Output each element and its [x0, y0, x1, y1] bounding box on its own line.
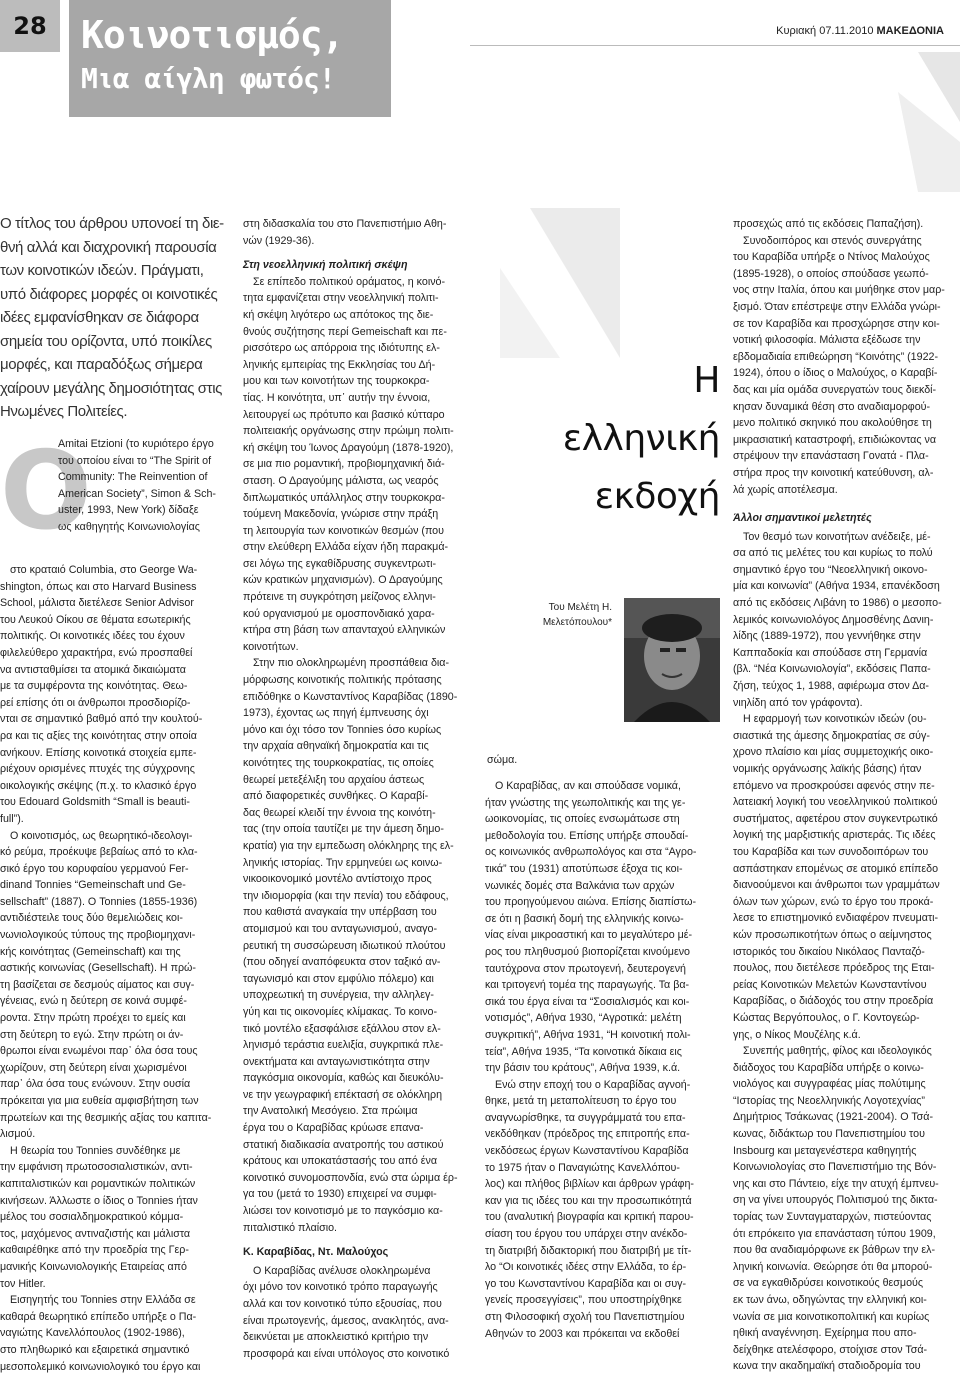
text-line: κησαν δυναμικά θέση στο αναδιαμορφού- — [733, 399, 960, 416]
paragraph — [733, 711, 960, 1043]
text-line: γο του Κωνσταντίνου Καραβίδα και οι συγ- — [485, 1276, 721, 1293]
paragraph — [0, 1143, 232, 1292]
paragraph — [733, 529, 960, 712]
text-line: στο κραταιό Columbia, στο George Wa- — [0, 562, 232, 579]
text-line: θηκε, μετά τη μεταπολίτευση το έργο του — [485, 1093, 721, 1110]
text-line: δεικνύεται με αποκλειστικό κριτήριο την — [243, 1329, 475, 1346]
article-subtitle: Μια αίγλη φωτός! — [81, 60, 379, 98]
text-line: (που οδηγεί αναπόφευκτα στον ταξικό αν- — [243, 954, 475, 971]
text-line: σημαντικό έργο του “Νεοελληνική οικονο- — [733, 562, 960, 579]
col4-body — [733, 233, 960, 499]
text-line: Αθηνών το 2003 και πρόκειται να εκδοθεί — [485, 1326, 721, 1343]
text-line: λιώσει τον κοινοτισμό με το παγκόσμιο κα- — [243, 1203, 475, 1220]
text-line: την ιδιομορφία (και την πενία) του εδάφους, — [243, 888, 475, 905]
text-line: νται σε σημαντικό βαθμό από την κουλτού- — [0, 711, 232, 728]
article-title-box — [69, 0, 391, 117]
sidebar-heading-line: Η — [490, 352, 720, 410]
text-line: ως καθηγητής Κοινωνιολογίας — [58, 519, 232, 536]
paragraph — [733, 233, 960, 499]
text-line: Κώστας Βεργόπουλος, ο Γ. Κοντογεώρ- — [733, 1010, 960, 1027]
text-line: συγκριτική”, Αθήνα 1931, “Η κοινοτική πολι- — [485, 1027, 721, 1044]
text-line: 1924), όπου ο ίδιος ο Μαλούχος, ο Καραβί- — [733, 365, 960, 382]
text-line: ση να γίνει υπουργός Πολιτισμού της δικτα- — [733, 1192, 960, 1209]
intro-lead — [0, 212, 232, 424]
text-line: κτήρα στη βάση των απανταχού ελληνικών — [243, 622, 475, 639]
article-title: Κοινοτισμός, — [81, 10, 379, 60]
text-line: παρ᾽ όλα όσα τους ενώνουν. Στην ουσία — [0, 1076, 232, 1093]
text-line: επιδόθηκε ο Κωνσταντίνος Καραβίδας (1890- — [243, 689, 475, 706]
text-line: σε μια πιο ρομαντική, προβιομηχανική διά- — [243, 456, 475, 473]
text-line: Καραβίδας, ο διάδοχός του στην προεδρία — [733, 993, 960, 1010]
author-line: Μελετόπουλου* — [500, 615, 612, 630]
text-line: νωνικές δομές στα Βαλκάνια των αρχών — [485, 878, 721, 895]
text-line: shington, όπως και στο Harvard Business — [0, 579, 232, 596]
text-line: στατική διαδικασία ανατροπής του αστικού — [243, 1137, 475, 1154]
text-line: ασπάστηκαν επομένως σε ατομικό επίπεδο — [733, 861, 960, 878]
text-line: στήρα προς την κοινοτική κατεύθυνση, αλ- — [733, 465, 960, 482]
text-line: με τα συμφέροντα της κοινότητας. Θεω- — [0, 678, 232, 695]
text-line: φιλελεύθερο χαρακτήρα, ενώ προσπαθεί — [0, 645, 232, 662]
text-line: όλων των χώρων, ενώ το έργο του προκά- — [733, 894, 960, 911]
text-line: ναγιώτης Κανελλόπουλος (1902-1986), — [0, 1325, 232, 1342]
text-line: Ο κοινοτισμός, ως θεωρητικό-ιδεολογι- — [0, 828, 232, 845]
text-line: γένειας, ενώ η δεύτερη σε κοινά συμφέ- — [0, 993, 232, 1010]
text-line: νοτική φιλοσοφία. Μάλιστα εξέδωσε την — [733, 332, 960, 349]
text-line: τος, μαχόμενος αντιναζιστής και μάλιστα — [0, 1226, 232, 1243]
text-line: μία και κοινωνία” (Αθήνα 1934, επανέκδοση — [733, 578, 960, 595]
text-line: πρωτείων και της θεσμικής αξίας του καπιτα- — [0, 1110, 232, 1127]
text-line: πολιτειακής οργάνωσης στην πρώιμη πολιτι- — [243, 423, 475, 440]
text-line: μεθοδολογία του. Επίσης υπήρξε σπουδαί- — [485, 828, 721, 845]
text-line: Συνεπής μαθητής, φίλος και ιδεολογικός — [733, 1043, 960, 1060]
text-line: γύη και τις οικονομίες κλίμακας. Το κοινο- — [243, 1004, 475, 1021]
text-line: λισμού. — [0, 1126, 232, 1143]
text-line: Ο Καραβίδας ανέλυσε ολοκληρωμένα — [243, 1263, 475, 1280]
text-line: μου και των κοινοτήτων της τουρκοκρα- — [243, 373, 475, 390]
text-line: τορίας των Συνταγματαρχών, πιστεύοντας — [733, 1209, 960, 1226]
text-line: στη δεύτερη το εγώ. Στην πρώτη οι άν- — [0, 1027, 232, 1044]
text-line: κών προσωπικοτήτων όπως ο αείμνηστος — [733, 927, 960, 944]
header-rule — [470, 45, 960, 46]
author-line: Του Μελέτη Η. — [500, 600, 612, 615]
col2-final — [243, 1263, 475, 1363]
text-line: σιαστικά της άμεσης δημοκρατίας σε σύγ- — [733, 728, 960, 745]
text-line: ρεί επίσης ότι οι άνθρωποι προσδιορίζο- — [0, 695, 232, 712]
text-line: Εισηγητής του Tonnies στην Ελλάδα σε — [0, 1292, 232, 1309]
text-line: Amitai Etzioni (το κυριότερο έργο — [58, 436, 232, 453]
intro-line: σημεία του ορίζοντα, υπό ποικίλες — [0, 330, 232, 354]
text-line: παγκόσμια οικονομία, καθώς και διευκόλυ- — [243, 1070, 475, 1087]
text-line: τητα εμφανίζεται στην νεοελληνική πολιτι- — [243, 290, 475, 307]
text-line: Ενώ στην εποχή του ο Καραβίδας αγνοή- — [485, 1077, 721, 1094]
subheading: Στη νεοελληνική πολιτική σκέψη — [243, 257, 475, 274]
text-line: προσεχώς από τις εκδόσεις Παπαζήση). — [733, 216, 960, 233]
text-line: αστικής κοινωνίας (Gesellschaft). Η πρώ- — [0, 960, 232, 977]
text-line: νε την γεωγραφική επέκτασή σε ολόκληρη — [243, 1087, 475, 1104]
text-line: σικά του έργα είναι τα “Σοσιαλισμός και κοι- — [485, 994, 721, 1011]
text-line: του προηγούμενου αιώνα. Επίσης διαπίστω- — [485, 894, 721, 911]
text-line: λειτουργεί ως πρότυπο και βασικό κύτταρο — [243, 407, 475, 424]
text-line: νεκδόθηκαν (πρόεδρος της επιτροπής επα- — [485, 1126, 721, 1143]
col4-continuation — [733, 216, 960, 233]
text-line: στη Φιλοσοφική σχολή του Πανεπιστημίου — [485, 1309, 721, 1326]
text-line: Ο Καραβίδας, αν και σπούδασε νομικά, — [485, 778, 721, 795]
text-line: του (αναλυτική βιογραφία και κριτική παρου- — [485, 1209, 721, 1226]
text-line: αναγνωρίσθηκε, τα συγγράμματά του επα- — [485, 1110, 721, 1127]
text-line: ρείας Κοινοτικών Μελετών Κωνσταντίνου — [733, 977, 960, 994]
text-line: να αντισταθμίσει τα ατομικά δικαιώματα — [0, 662, 232, 679]
intro-line: μορφές, και παραδόξως σήμερα — [0, 353, 232, 377]
text-line: λογική της μαρξιστικής αριστεράς. Τις ιδέες — [733, 827, 960, 844]
text-line: μόρφωσης κοινοτικής πολιτικής πρότασης — [243, 672, 475, 689]
text-line: κοινοτικό συνομοσπονδία, ενώ στα ώριμα έρ- — [243, 1170, 475, 1187]
text-line: λεσε το επιστημονικό ενδιαφέρον πνευματι- — [733, 910, 960, 927]
newspaper-name: ΜΑΚΕΔΟΝΙΑ — [877, 25, 945, 37]
text-line: λο “Οι κοινοτικές ιδέες στην Ελλάδα, το έρ- — [485, 1259, 721, 1276]
text-line: έργα του ο Καραβίδας κρύωσε επανα- — [243, 1120, 475, 1137]
text-line: πιταλιστικό πλαίσιο. — [243, 1220, 475, 1237]
text-line: σε να εγκαθιδρύσει κοινοτικούς θεσμούς — [733, 1275, 960, 1292]
text-line: ληνική κοινωνία. Θεώρησε ότι θα μπορού- — [733, 1259, 960, 1276]
text-line: νίας είναι μικροαστική και το μεγαλύτερο μέ- — [485, 927, 721, 944]
intro-line: θνή αλλά και διαχρονική παρουσία — [0, 236, 232, 260]
text-line: sellschaft” (1887). Ο Tonnies (1855-1936) — [0, 894, 232, 911]
text-line: του οποίου είναι το “The Spirit of — [58, 453, 232, 470]
text-line: νης και στο Πάντειο, είχε την ατυχή έμπνευ- — [733, 1176, 960, 1193]
text-line: (βλ. “Νέα Κοινωνιολογία”, εκδόσεις Παπα- — [733, 661, 960, 678]
text-line: λεμικός κοινωνιολόγος Δημοσθένης Δανιη- — [733, 612, 960, 629]
text-line: Κοινωνιολογίας στο Πανεπιστήμιο της Βόν- — [733, 1159, 960, 1176]
text-line: του Λευκού Οίκου σε θέματα εσωτερικής — [0, 612, 232, 629]
text-line: τικό μοντέλο εξασφάλισε εξάλλου στον ελ- — [243, 1021, 475, 1038]
text-line: μανικής Κοινωνιολογικής Εταιρείας από — [0, 1259, 232, 1276]
text-line: δας θεωρεί κλειδί την έννοια της κοινότη- — [243, 805, 475, 822]
text-line: από διαφορετικές συνθήκες. Ο Καραβί- — [243, 788, 475, 805]
col2-continuation — [243, 216, 475, 249]
text-line: καθαιρέθηκε από την προεδρία της Γερ- — [0, 1242, 232, 1259]
text-line: Στην πιο ολοκληρωμένη προσπάθεια δια- — [243, 655, 475, 672]
intro-line: των κοινοτικών ιδεών. Πράγματι, — [0, 259, 232, 283]
text-line: λος) και πλήθος βιβλίων και άρθρων γράφη- — [485, 1176, 721, 1193]
col4-body-2 — [733, 529, 960, 1375]
text-line: ταγωνισμό και στον εμφύλιο πόλεμο) και — [243, 971, 475, 988]
issue-date-line — [776, 25, 944, 37]
author-portrait-icon — [624, 598, 720, 722]
paragraph — [243, 655, 475, 1236]
text-line: τας (την οποία ταυτίζει με την άμεση δημο- — [243, 821, 475, 838]
text-line: νωνία σε μια κοινοτικοπολιτική και κυρίως — [733, 1309, 960, 1326]
text-line: κοινοτήτων. — [243, 639, 475, 656]
author-credit — [500, 600, 612, 630]
text-line: και τριτογενή τομέα της παραγωγής. Τα βα- — [485, 977, 721, 994]
text-line: Καππαδοκία και σπούδασε στη Γερμανία — [733, 645, 960, 662]
text-line: Insbourg και μεταγενέστερα καθηγητής — [733, 1143, 960, 1160]
paragraph — [243, 274, 475, 656]
text-line: ζήση, τεύχος 1, 1988, αφιέρωμα στον Δα- — [733, 678, 960, 695]
text-line: την βάσιν του κράτους”, Αθήνα 1939, κ.ά. — [485, 1060, 721, 1077]
text-line: ρισσότερο ως απόρροια της ιδιότυπης ελ- — [243, 340, 475, 357]
text-line: Η θεωρία του Tonnies συνδέθηκε με — [0, 1143, 232, 1160]
text-line: νών (1929-36). — [243, 233, 475, 250]
text-line: του Καραβίδα και των συνοδοιπόρων του — [733, 844, 960, 861]
text-line: στη διδασκαλία του στο Πανεπιστήμιο Αθη- — [243, 216, 475, 233]
text-line: ωοικονομίας, τις οποίες ενσωμάτωσε στη — [485, 811, 721, 828]
text-line: που καθιστά αναγκαία την υπέρβαση του — [243, 904, 475, 921]
text-line: Τον θεσμό των κοινοτήτων ανέδειξε, μέ- — [733, 529, 960, 546]
paragraph — [0, 1292, 232, 1375]
text-line: από τις εκδόσεις Λιβάνη το 1986) ο μεσοπο- — [733, 595, 960, 612]
text-line: δας και μία ομάδα συνεργατών τους διεκδί- — [733, 382, 960, 399]
text-line: uster, 1993, New York) δίδαξε — [58, 502, 232, 519]
text-line: κό ρεύμα, προέκυψε βεβαίως από το κλα- — [0, 844, 232, 861]
text-line: στο πληθωρικό και εξαιρετικά σημαντικό — [0, 1342, 232, 1359]
paragraph — [485, 778, 721, 1077]
text-line: μέλος του σοσιαλδημοκρατικού κόμμα- — [0, 1209, 232, 1226]
text-line: κή σκέψη του Ίωνος Δραγούμη (1878-1920), — [243, 440, 475, 457]
text-line: κού οργανισμού με ομοσπονδιακό χαρα- — [243, 606, 475, 623]
text-line: μόνο και όχι τόσο τον Tonnies όσο κυρίως — [243, 722, 475, 739]
text-line: όχι μόνο τον κοινοτικό τρόπο παραγωγής — [243, 1279, 475, 1296]
text-line: ρα και τις αξίες της κοινότητας στην οποία — [0, 728, 232, 745]
issue-date: Κυριακή 07.11.2010 — [776, 25, 873, 37]
col3-first-word: σώμα. — [487, 754, 517, 766]
col2-body — [243, 274, 475, 1236]
text-line: Σε επίπεδο πολιτικού οράματος, η κοινό- — [243, 274, 475, 291]
text-line: νιηλίδη από τον γράφοντα). — [733, 695, 960, 712]
text-line: την εμφάνιση πρωτοσοσιαλιστικών, αντι- — [0, 1159, 232, 1176]
text-line: τικά” του (1931) αποτύπωσε έξοχα τις κοι- — [485, 861, 721, 878]
text-line: κράτους και υποκατάστασής του από ένα — [243, 1153, 475, 1170]
text-line: γης, ο Νίκος Μουζέλης κ.ά. — [733, 1027, 960, 1044]
text-line: καθαρά θεωρητικό επίπεδο υπήρξε ο Πα- — [0, 1309, 232, 1326]
text-line: ριέχουν ορισμένες πτυχές της σύγχρονης — [0, 761, 232, 778]
author-photo — [624, 598, 720, 722]
text-line: θεωρεί μετεξέλιξη του αρχαίου άστεως — [243, 772, 475, 789]
text-line: κοινότητες της τουρκοκρατίας, τις οποίες — [243, 755, 475, 772]
text-line: πρόκειται για μια ευθεία αμφισβήτηση των — [0, 1093, 232, 1110]
text-line: ος κοινωνικός ανθρωπολόγος και στα “Αγρο- — [485, 844, 721, 861]
text-line: ρευτική τη συσσώρευση ιδιωτικού πλούτου — [243, 938, 475, 955]
text-line: ληνισμό τεράστια ευελιξία, συγκριτικά πλε- — [243, 1037, 475, 1054]
text-line: Η εφαρμογή των κοινοτικών ιδεών (ου- — [733, 711, 960, 728]
decorative-arrows-icon — [898, 52, 960, 192]
text-line: σε ότι η βασική δομή της ελληνικής κοινω- — [485, 911, 721, 928]
text-line: την αρχαία αθηναϊκή δημοκρατία και τις — [243, 738, 475, 755]
text-line: αλλά και τον κοινοτικό τύπο εξουσίας, που — [243, 1296, 475, 1313]
text-line: νοτισμός”, Αθήνα 1930, “Αγροτικά: μελέτη — [485, 1010, 721, 1027]
text-line: (1895-1928), ο οποίος σπούδασε γεωπό- — [733, 266, 960, 283]
paragraph — [733, 1043, 960, 1375]
text-line: full”). — [0, 811, 232, 828]
text-line: λατειακή λογική του νεοελληνικού πολιτικού — [733, 794, 960, 811]
text-line: σει λόγω της εγκαθίδρυσης συγκεντρωτι- — [243, 556, 475, 573]
text-line: διανοούμενοι και άνθρωποι των γραμμάτων — [733, 877, 960, 894]
text-line: είναι πρωτογενής, άμεσος, ανακλητός, ανα- — [243, 1313, 475, 1330]
text-line: μικρασιατική καταστροφή, επιδιώκοντας να — [733, 432, 960, 449]
text-line: ταυτόχρονα στον πρωτογενή, δευτερογενή — [485, 961, 721, 978]
text-line: ρος του πληθυσμού βιοπορίζεται κινούμενο — [485, 944, 721, 961]
text-line: “Ιστορίας της Νεοελληνικής Λογοτεχνίας” — [733, 1093, 960, 1110]
text-line: κής κοινότητας (Gemeinschaft) και της — [0, 944, 232, 961]
article-column-1 — [0, 436, 232, 1375]
text-line: ονεκτήματα και ανταγωνιστικότητα στην — [243, 1054, 475, 1071]
decorative-arrow-icon — [500, 208, 620, 358]
text-line: εκ των άνω, οδηγώντας την ελληνική κοι- — [733, 1292, 960, 1309]
text-line: κή σκέψη λιγότερο ως απότοκος της διε- — [243, 307, 475, 324]
text-line: νικοοικονομικό μοντέλο αντίστοιχο προς — [243, 871, 475, 888]
text-line: Συνοδοιπόρος και στενός συνεργάτης — [733, 233, 960, 250]
text-line: που θα αναδιαμόρφωνε εκ βάθρων την ελ- — [733, 1242, 960, 1259]
text-line: γενείς προσεγγίσεις”, που υποστηρίχθηκε — [485, 1292, 721, 1309]
text-line: σε τον Καραβίδα και προσχώρησε στην κοι- — [733, 316, 960, 333]
text-line: πρότεινε τη συγκρότηση μείζονος ελληνι- — [243, 589, 475, 606]
drop-cap: Ο — [0, 442, 50, 562]
text-line: Community: The Reinvention of — [58, 469, 232, 486]
text-line: ροντα. Στην πρώτη προέχει το εμείς και — [0, 1010, 232, 1027]
text-line: σα από τις μελέτες του και κυρίως το πολύ — [733, 545, 960, 562]
text-line: κών κρατικών μηχανισμών). Ο Δραγούμης — [243, 572, 475, 589]
text-line: δείχθηκε ατελέσφορο, στοίχισε στον Τσά- — [733, 1342, 960, 1359]
article-column-4 — [733, 216, 960, 1375]
text-line: πουλος, που διετέλεσε πρόεδρος της Εται- — [733, 960, 960, 977]
text-line: τη διατριβή διδακτορική που διατριβή με τίτ- — [485, 1243, 721, 1260]
text-line: εβδομαδιαία επιθεώρηση “Κοινότης” (1922- — [733, 349, 960, 366]
text-line: τη λειτουργία των κοινοτικών θεσμών (που — [243, 523, 475, 540]
text-line: λά χωρίς αποτέλεσμα. — [733, 482, 960, 499]
text-line: ξισμό. Όταν επέστρεψε στην Ελλάδα γνώρι- — [733, 299, 960, 316]
text-line: Δημήτριος Τσάκωνας (1921-2004). Ο Τσά- — [733, 1109, 960, 1126]
text-line: επόμενο να προσκρούσει αφενός στην πε- — [733, 778, 960, 795]
text-line: χωρίζουν, στη δεύτερη είναι χωρισμένοι — [0, 1060, 232, 1077]
text-line: καν για τις ιδέες του και την προσωπικότητά — [485, 1193, 721, 1210]
text-line: λίδης (1889-1972), που γεννήθηκε στην — [733, 628, 960, 645]
article-column-3 — [485, 778, 721, 1342]
intro-line: Ο τίτλος του άρθρου υπονοεί τη διε- — [0, 212, 232, 236]
sidebar-heading — [490, 352, 720, 526]
paragraph — [0, 562, 232, 828]
col3-body — [485, 778, 721, 1342]
text-line: κωνα την ακαδημαϊκή σταδιοδρομία του — [733, 1358, 960, 1375]
text-line: καπιταλιστικών και ρομαντικών πολιτικών — [0, 1176, 232, 1193]
sidebar-heading-line: εκδοχή — [490, 468, 720, 526]
text-line: συστήματος, αφετέρου στον συγκεντρωτικό — [733, 811, 960, 828]
text-line: την Ανατολική Μεσόγειο. Στα πρώιμα — [243, 1103, 475, 1120]
paragraph — [243, 1263, 475, 1363]
text-line: στρέψουν την επανάσταση Γονατά - Πλα- — [733, 448, 960, 465]
intro-line: χαίρουν μεγάλης δημοσιότητας στις — [0, 377, 232, 401]
text-line: ατομισμού και του ανταγωνισμού, αναγο- — [243, 921, 475, 938]
text-line: 1973), έχοντας ως πηγή έμπνευσης όχι — [243, 705, 475, 722]
intro-line: Ηνωμένες Πολιτείες. — [0, 400, 232, 424]
text-line: κωνας, διδάκτωρ του Πανεπιστημίου του — [733, 1126, 960, 1143]
text-line: ότι επρόκειτο για επανάσταση τύπου 1909, — [733, 1226, 960, 1243]
text-line: School, μάλιστα διετέλεσε Senior Advisor — [0, 595, 232, 612]
text-line: προσφορά και είναι υπόλογος στο κοινοτικό — [243, 1346, 475, 1363]
subheading: Κ. Καραβίδας, Ντ. Μαλούχος — [243, 1244, 475, 1261]
text-line: τη βασίζεται σε δεσμούς αίματος και συγ- — [0, 977, 232, 994]
paragraph — [485, 1077, 721, 1343]
subheading: Άλλοι σημαντικοί μελετητές — [733, 510, 960, 527]
text-line: κρατία) για την εμπεδωση ολόκληρης της ελ- — [243, 838, 475, 855]
text-line: dinand Tonnies “Gemeinschaft und Ge- — [0, 877, 232, 894]
text-line: θρωποι είναι ενωμένοι παρ᾽ όλα όσα τους — [0, 1043, 232, 1060]
text-line: ανήκουν. Επίσης κοινοτικά στοιχεία εμπε- — [0, 745, 232, 762]
text-line: σικό έργο του κορυφαίου γερμανού Fer- — [0, 861, 232, 878]
text-line: ηθική αναγέννηση. Εχείρημα που απο- — [733, 1325, 960, 1342]
page-number: 28 — [0, 0, 60, 52]
text-line: νεκδόσεως έργων Κωνσταντίνου Καραβίδα — [485, 1143, 721, 1160]
text-line: νομικής οργάνωσης λαϊκής βάσης) ήταν — [733, 761, 960, 778]
sidebar-heading-line: ελληνική — [490, 410, 720, 468]
text-line: διάδοχος του Καραβίδα υπήρξε ο κοινω- — [733, 1060, 960, 1077]
paragraph — [0, 828, 232, 1143]
text-line: σίαση του έργου του υπάρχει στην ανέκδο- — [485, 1226, 721, 1243]
text-line: ιστορικός του δικαίου Νικόλαος Πανταζό- — [733, 944, 960, 961]
intro-line: ιδέες εμφανίσθηκαν σε διάφορα — [0, 306, 232, 330]
text-line: σταση. Ο Δραγούμης μάλιστα, ως νεαρός — [243, 473, 475, 490]
text-line: ήταν γνώστης της γεωπολιτικής και της γε- — [485, 795, 721, 812]
text-line: στην ελεύθερη Ελλάδα είχαν ήδη παρακμά- — [243, 539, 475, 556]
text-line: διπλωματικός υπάλληλος στην τουρκοκρα- — [243, 490, 475, 507]
text-line: αντιδιέστειλε τους δύο θεμελιώδεις κοι- — [0, 910, 232, 927]
text-line: κινήσεων. Άλλωστε ο ίδιος ο Tonnies ήταν — [0, 1193, 232, 1210]
text-line: American Society”, Simon & Sch- — [58, 486, 232, 503]
text-line: γα του (μετά το 1930) επιχειρεί να συμφι- — [243, 1186, 475, 1203]
text-line: τον Hitler. — [0, 1276, 232, 1293]
text-line: ληνικής εμπειρίας της Εκκλησίας του Δή- — [243, 357, 475, 374]
article-column-2 — [243, 216, 475, 1362]
text-line: του Edouard Goldsmith “Small is beauti- — [0, 794, 232, 811]
text-line: ληνικής ιστορίας. Την ερμηνεύει ως κοινω- — [243, 855, 475, 872]
text-line: οικολογικής σκέψης (π.χ. το κλασικό έργο — [0, 778, 232, 795]
text-line: τεία”, Αθήνα 1935, “Τα κοινοτικά δίκαια εις — [485, 1044, 721, 1061]
col1-body — [0, 562, 232, 1375]
text-line: πολιτικής. Οι κοινοτικές ιδέες του έχουν — [0, 628, 232, 645]
text-line: θνούς συζήτησης περί Gemeischaft και πε- — [243, 324, 475, 341]
text-line: νωνιολογικούς τύπους της προβιομηχανι- — [0, 927, 232, 944]
text-line: νιολόγος και συγγραφέας μίας πολύτιμης — [733, 1076, 960, 1093]
text-line: το 1975 ήταν ο Παναγιώτης Κανελλόπου- — [485, 1160, 721, 1177]
text-line: του Καραβίδα υπήρξε ο Ντίνος Μαλούχος — [733, 249, 960, 266]
text-line: μεσοπολεμικό κοινωνιολογικό του έργο και — [0, 1359, 232, 1375]
text-line: υποχρεωτική τη συνέργεια, την αλληλεγ- — [243, 987, 475, 1004]
text-line: νος στην Ιταλία, όπου και μυήθηκε στον μαρ- — [733, 282, 960, 299]
text-line: χρονο πλαίσιο και μίας συμμετοχικής οικο- — [733, 744, 960, 761]
text-line: μενο πολιτικό σκηνικό που ακολούθησε τη — [733, 415, 960, 432]
intro-line: υπό διάφορες μορφές οι κοινοτικές — [0, 283, 232, 307]
text-line: τίας. Η κοινότητα, υπ᾽ αυτήν την έννοια, — [243, 390, 475, 407]
text-line: τούμενη Μακεδονία, γνώρισε στην πράξη — [243, 506, 475, 523]
